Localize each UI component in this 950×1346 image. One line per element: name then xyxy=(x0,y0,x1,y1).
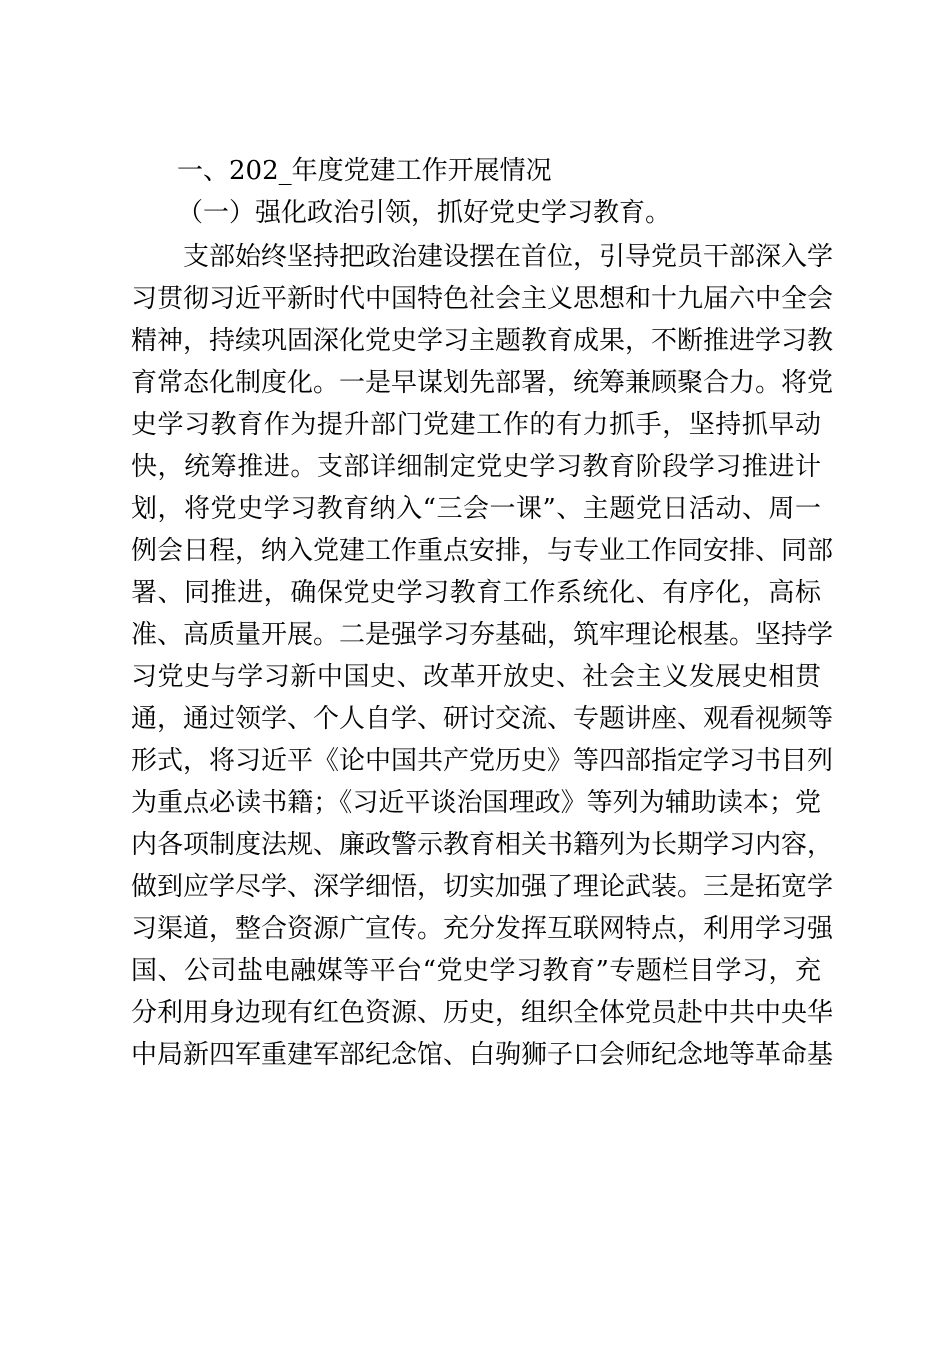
paragraph-line: 署、同推进，确保党史学习教育工作系统化、有序化，高标 xyxy=(131,578,821,608)
paragraph-line: 史学习教育作为提升部门党建工作的有力抓手，坚持抓早动 xyxy=(131,410,821,440)
paragraph-line: 形式，将习近平《论中国共产党历史》等四部指定学习书目列 xyxy=(131,746,834,776)
section-heading: 一、202_年度党建工作开展情况 xyxy=(177,156,552,186)
paragraph-line: 通，通过领学、个人自学、研讨交流、专题讲座、观看视频等 xyxy=(131,704,834,734)
paragraph-line: 内各项制度法规、廉政警示教育相关书籍列为长期学习内容， xyxy=(131,830,834,860)
paragraph-line: 育常态化制度化。一是早谋划先部署，统筹兼顾聚合力。将党 xyxy=(131,368,834,398)
paragraph-line: 精神，持续巩固深化党史学习主题教育成果，不断推进学习教 xyxy=(131,326,834,356)
paragraph-line: 例会日程，纳入党建工作重点安排，与专业工作同安排、同部 xyxy=(131,536,834,566)
document-content xyxy=(131,150,834,1076)
paragraph-line: 习贯彻习近平新时代中国特色社会主义思想和十九届六中全会 xyxy=(131,284,834,314)
paragraph-line: 划，将党史学习教育纳入“三会一课”、主题党日活动、周一 xyxy=(131,494,821,524)
paragraph-line: 做到应学尽学、深学细悟，切实加强了理论武装。三是拓宽学 xyxy=(131,872,834,902)
paragraph-line: 中局新四军重建军部纪念馆、白驹狮子口会师纪念地等革命基 xyxy=(131,1040,834,1070)
paragraph-line: 习渠道，整合资源广宣传。充分发挥互联网特点，利用学习强 xyxy=(131,914,834,944)
paragraph-line: 习党史与学习新中国史、改革开放史、社会主义发展史相贯 xyxy=(131,662,821,692)
body-paragraph xyxy=(131,236,834,1076)
subsection-heading: （一）强化政治引领，抓好党史学习教育。 xyxy=(177,198,672,228)
paragraph-line: 准、高质量开展。二是强学习夯基础，筑牢理论根基。坚持学 xyxy=(131,620,834,650)
paragraph-line: 支部始终坚持把政治建设摆在首位，引导党员干部深入学 xyxy=(183,242,834,272)
paragraph-line: 国、公司盐电融媒等平台“党史学习教育”专题栏目学习，充 xyxy=(131,956,821,986)
paragraph-line: 为重点必读书籍；《习近平谈治国理政》等列为辅助读本；党 xyxy=(131,788,821,818)
paragraph-line: 快，统筹推进。支部详细制定党史学习教育阶段学习推进计 xyxy=(131,452,821,482)
paragraph-line: 分利用身边现有红色资源、历史，组织全体党员赴中共中央华 xyxy=(131,998,834,1028)
